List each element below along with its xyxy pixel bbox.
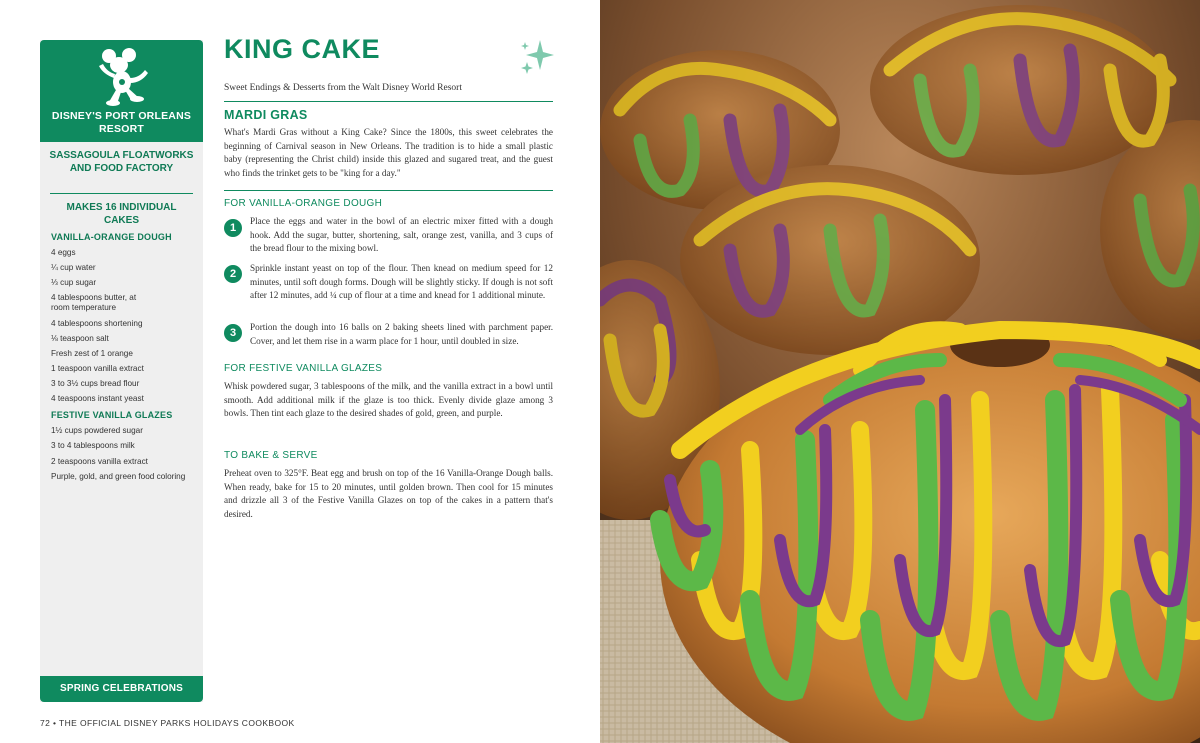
ingredient-item: 4 teaspoons instant yeast [51,394,144,403]
bake-paragraph: Preheat oven to 325°F. Beat egg and brush on top of the 16 Vanilla-Orange Dough balls. When ready, bake for 15 to 20 minutes, until golden brown. Then cool for 15 minutes and drizzle all 3 of the Festive Vanilla Glazes on top of the cakes in a pattern that's desired. [224,468,553,520]
king-cake-illustration [600,0,1200,743]
resort-name: DISNEY'S PORT ORLEANS RESORT [51,110,192,135]
ingredient-item: Fresh zest of 1 orange [51,349,133,358]
step-text: Sprinkle instant yeast on top of the flour. Then knead on medium speed for 12 minutes, until soft dough forms. Dough will be slightly sticky. If dough is not soft after 12 minutes, add ¼ cup of flour at a time and knead for 1 additional minute. [250,263,553,300]
page-footer: 72 • THE OFFICIAL DISNEY PARKS HOLIDAYS COOKBOOK [40,718,295,728]
ingredient-item: 3 to 3½ cups bread flour [51,379,140,388]
ingredient-item: 4 tablespoons shortening [51,319,143,328]
intro-heading: MARDI GRAS [224,108,308,122]
ingredient-item: 3 to 4 tablespoons milk [51,441,135,450]
glaze-heading: FOR FESTIVE VANILLA GLAZES [224,363,383,374]
ingredient-item: 1 teaspoon vanilla extract [51,364,144,373]
glaze-paragraph: Whisk powdered sugar, 3 tablespoons of the milk, and the vanilla extract in a bowl until smooth. Add additional milk if the glaze is too thick. Evenly divide glaze among 3 bowls. Then tint each glaze to the desired shades of gold, green, and purple. [224,381,553,419]
ingredient-item: 2 teaspoons vanilla extract [51,457,148,466]
dough-heading: FOR VANILLA-ORANGE DOUGH [224,198,383,209]
king-cake-photo [600,0,1200,743]
step-number: 1 [224,219,242,237]
ingredient-item: ⅓ cup sugar [51,278,97,287]
sidebar-header [40,40,203,142]
step-text: Place the eggs and water in the bowl of an electric mixer fitted with a dough hook. Add the sugar, butter, shortening, salt, orange zest, vanilla, and 3 cups of the bread flour to the mixing bowl. [250,216,553,253]
section-tab: SPRING CELEBRATIONS [40,676,203,702]
ingredient-item: ¼ cup water [51,263,96,272]
yield: MAKES 16 INDIVIDUAL CAKES [66,202,177,226]
divider [224,190,553,191]
ingredient-item: 4 eggs [51,248,76,257]
ingredient-item: 4 tablespoons butter, at room temperature [51,293,137,312]
sparkle-icon [518,38,556,76]
ingredient-item: Purple, gold, and green food coloring [51,472,186,481]
divider [224,101,553,102]
bake-heading: TO BAKE & SERVE [224,450,318,461]
recipe-title: KING CAKE [224,34,381,64]
recipe-subtitle: Sweet Endings & Desserts from the Walt Disney World Resort [224,83,462,93]
ingredient-item: 1½ cups powdered sugar [51,426,143,435]
step-number: 2 [224,265,242,283]
step-number: 3 [224,324,242,342]
ingredient-item: ⅛ teaspoon salt [51,334,109,343]
ingredient-group-heading: FESTIVE VANILLA GLAZES [51,410,173,420]
step-text: Portion the dough into 16 balls on 2 baking sheets lined with parchment paper. Cover, and let them rise in a warm place for 1 hour, until doubled in size. [250,322,553,346]
ingredient-group-heading: VANILLA-ORANGE DOUGH [51,232,172,242]
intro-paragraph: What's Mardi Gras without a King Cake? Since the 1800s, this sweet celebrates the beginning of Carnival season in New Orleans. The tradition is to hide a small plastic baby (representing the Christ child) inside this glazed and sugared treat, and the guest who finds the trinket gets to be "king for a day." [224,127,553,179]
mickey-mouse-icon [95,48,149,106]
restaurant-name: SASSAGOULA FLOATWORKS AND FOOD FACTORY [49,150,194,174]
sidebar-divider [50,193,193,194]
ingredients-sidebar [40,40,203,702]
